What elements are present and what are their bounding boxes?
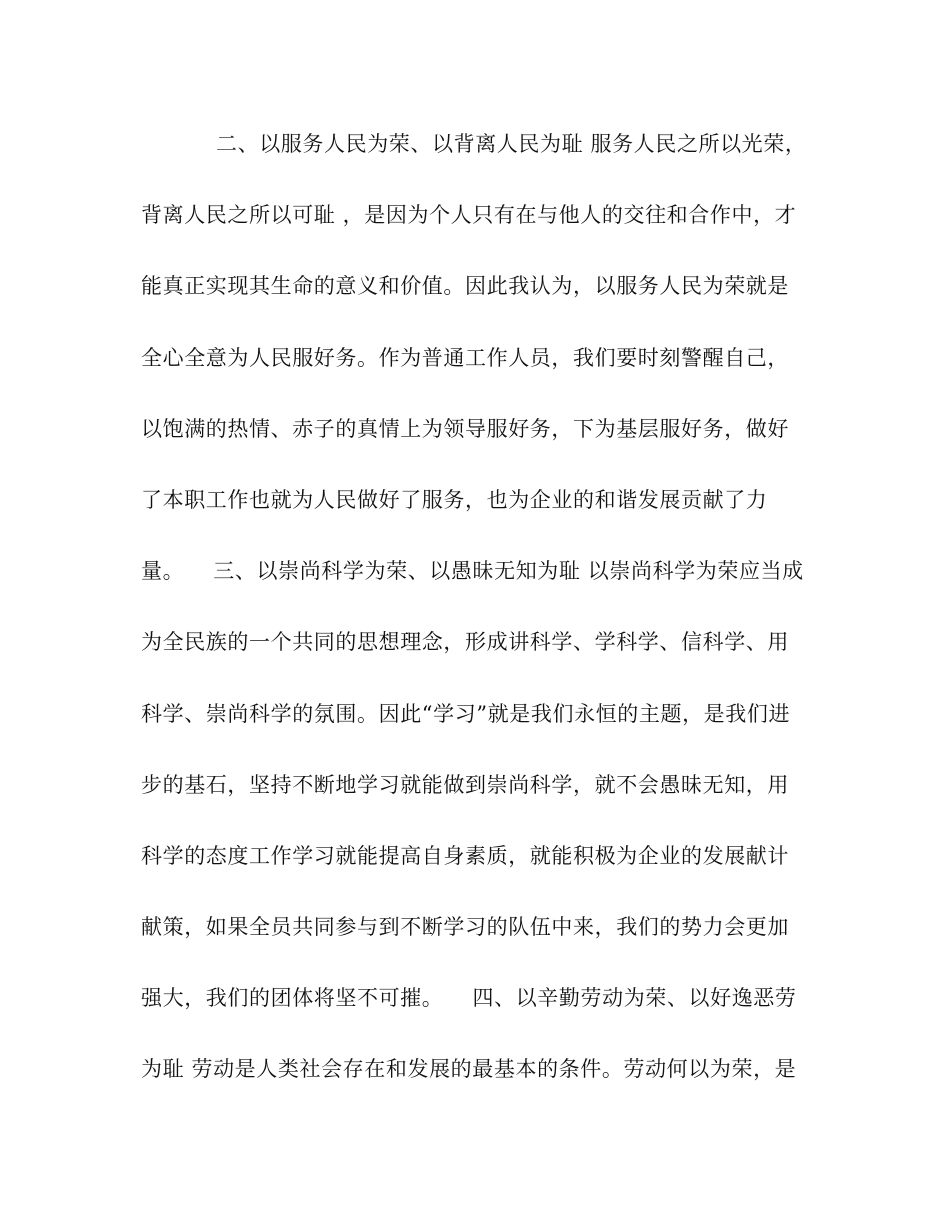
text-line: 强大，我们的团体将坚不可摧。 四、以辛勤劳动为荣、以好逸恶劳 (141, 986, 797, 1011)
text-line: 步的基石，坚持不断地学习就能做到崇尚科学，就不会愚昧无知，用 (141, 772, 789, 797)
text-line: 科学的态度工作学习就能提高自身素质，就能积极为企业的发展献计 (141, 843, 789, 868)
text-line: 献策，如果全员共同参与到不断学习的队伍中来，我们的势力会更加 (141, 915, 789, 940)
text-line: 全心全意为人民服好务。作为普通工作人员，我们要时刻警醒自己， (141, 345, 789, 370)
text-line: 以饱满的热情、赤子的真情上为领导服好务，下为基层服好务，做好 (141, 416, 789, 441)
text-line: 二、以服务人民为荣、以背离人民为耻 服务人民之所以光荣， (216, 132, 807, 156)
text-line: 背离人民之所以可耻 ，是因为个人只有在与他人的交往和合作中，才 (141, 203, 797, 228)
body-text (141, 118, 821, 1115)
text-line: 科学、崇尚科学的氛围。因此“学习”就是我们永恒的主题，是我们进 (141, 701, 791, 726)
text-line: 为全民族的一个共同的思想理念，形成讲科学、学科学、信科学、用 (141, 630, 789, 655)
text-line: 量。 三、以崇尚科学为荣、以愚昧无知为耻 以崇尚科学为荣应当成 (141, 559, 804, 584)
text-line: 了本职工作也就为人民做好了服务，也为企业的和谐发展贡献了力 (141, 487, 768, 512)
text-line: 能真正实现其生命的意义和价值。因此我认为，以服务人民为荣就是 (141, 274, 789, 299)
text-line: 为耻 劳动是人类社会存在和发展的最基本的条件。劳动何以为荣，是 (141, 1057, 797, 1082)
